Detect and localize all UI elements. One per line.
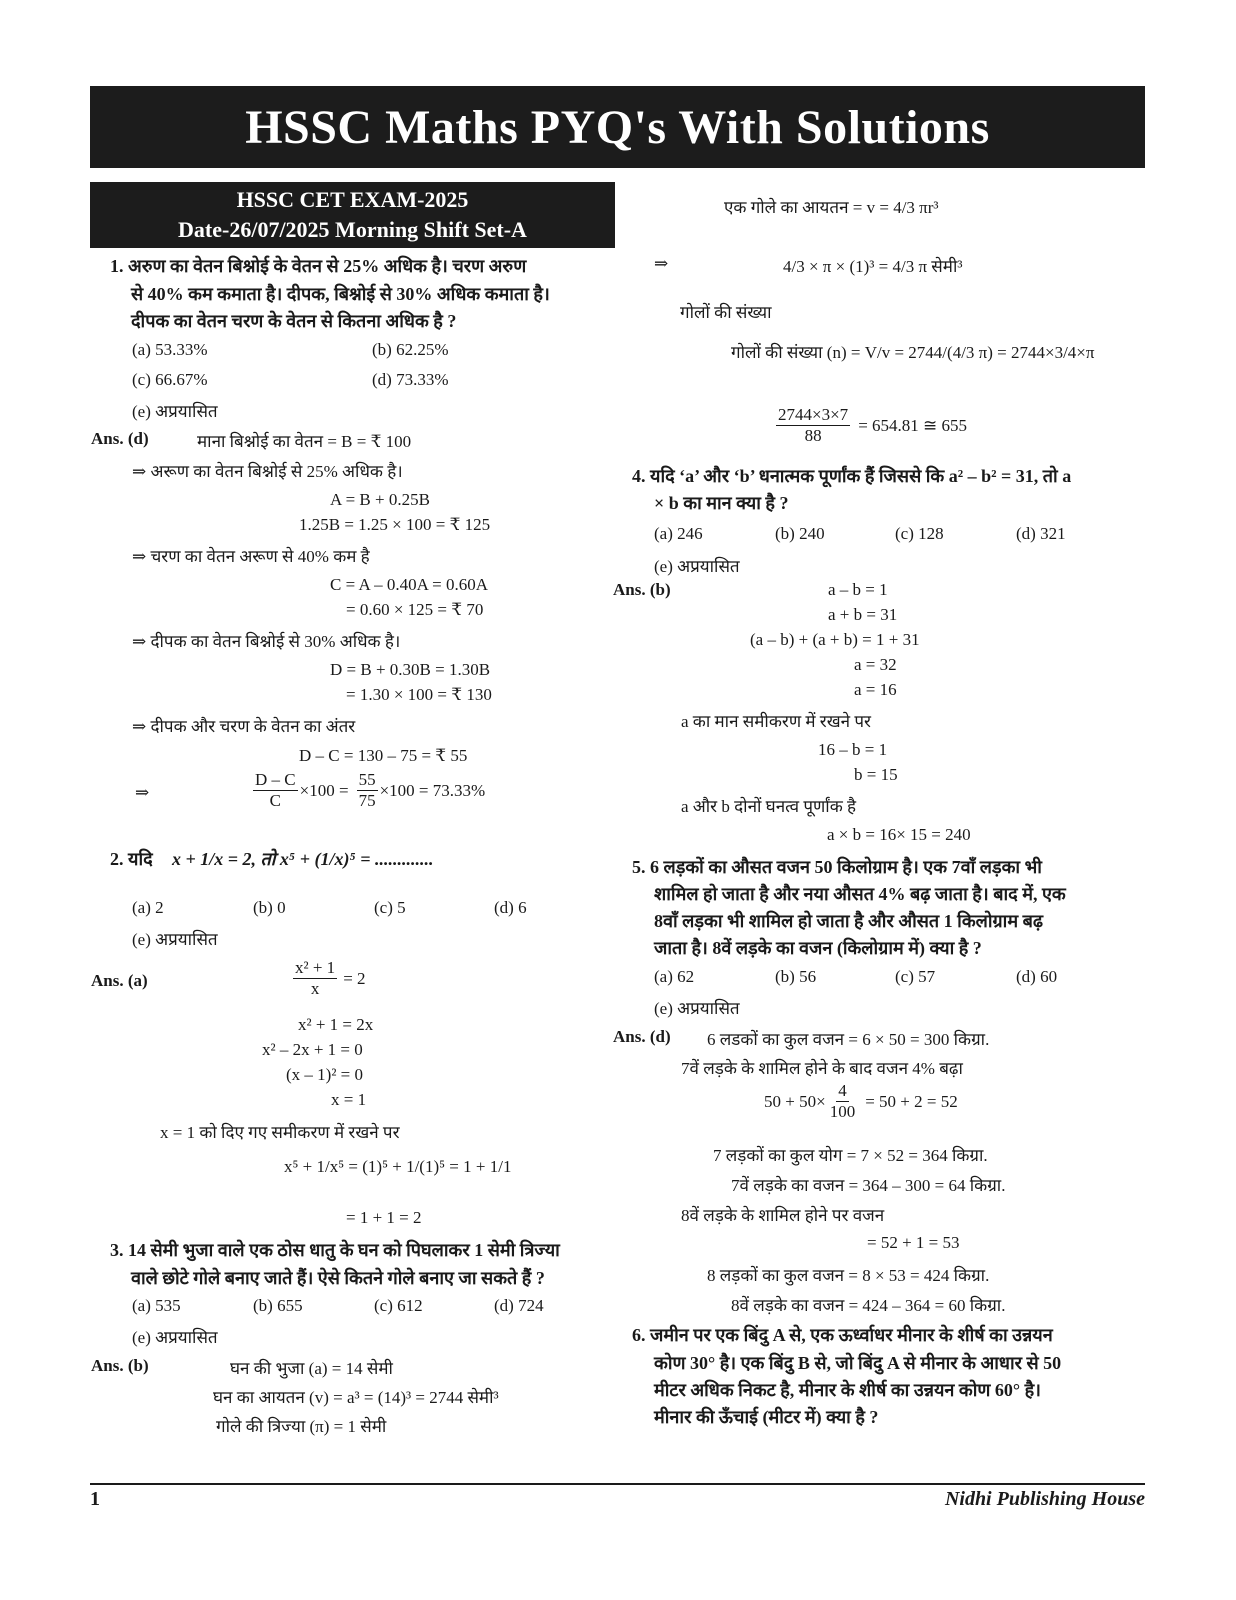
q4-option-a: (a) 246 (654, 524, 703, 543)
q4-option-e: (e) अप्रयासित (654, 557, 740, 576)
q2-step: = 1 + 1 = 2 (346, 1208, 422, 1227)
q1-step: A = B + 0.25B (330, 490, 430, 509)
q5-option-d: (d) 60 (1016, 967, 1058, 986)
q1-step: ⇒ अरूण का वेतन बिश्नोई से 25% अधिक है। (132, 462, 403, 481)
q3-option-d: (d) 724 (494, 1296, 544, 1315)
exam-header (90, 182, 615, 248)
q3-step: गोलों की संख्या (680, 303, 772, 322)
q1-step: ⇒ चरण का वेतन अरूण से 40% कम है (132, 547, 370, 566)
q2-option-e: (e) अप्रयासित (132, 930, 218, 949)
q4-option-d: (d) 321 (1016, 524, 1066, 543)
q2-answer-label: Ans. (a) (91, 971, 148, 990)
q1-option-b: (b) 62.25% (372, 340, 449, 359)
q3-option-b: (b) 655 (253, 1296, 303, 1315)
q4-step: b = 15 (854, 765, 898, 784)
q3-text-line1: 3. 14 सेमी भुजा वाले एक ठोस धातु के घन को पिघलाकर 1 सेमी त्रिज्या (110, 1240, 560, 1260)
q5-text-line3: 8वाँ लड़का भी शामिल हो जाता है और औसत 1 किलोग्राम बढ़ (654, 911, 1044, 931)
q4-text-line2: × b का मान क्या है ? (654, 493, 789, 513)
q5-step: 6 लडकों का कुल वजन = 6 × 50 = 300 किग्रा. (707, 1030, 990, 1049)
q3-step: गोले की त्रिज्या (π) = 1 सेमी (216, 1417, 387, 1436)
q5-text-line1: 5. 6 लड़कों का औसत वजन 50 किलोग्राम है। एक 7वाँ लड़का भी (632, 857, 1042, 877)
q6-text-line4: मीनार की ऊँचाई (मीटर में) क्या है ? (654, 1407, 879, 1427)
q2-step: $\frac{\text{x² + 1}}{x}$ = 2 (295, 958, 366, 998)
q4-step: 16 – b = 1 (818, 740, 888, 759)
q4-step: a का मान समीकरण में रखने पर (681, 712, 871, 731)
q4-answer-label: Ans. (b) (613, 580, 671, 599)
q6-text-line2: कोण 30° है। एक बिंदु B से, जो बिंदु A से मीनार के आधार से 50 (654, 1353, 1062, 1373)
q2-lead: 2. यदि (110, 849, 153, 869)
page-title-banner: HSSC Maths PYQ's With Solutions (90, 86, 1145, 168)
q1-option-e: (e) अप्रयासित (132, 402, 218, 421)
q2-option-a: (a) 2 (132, 898, 164, 917)
q6-text-line1: 6. जमीन पर एक बिंदु A से, एक ऊर्ध्वाधर मीनार के शीर्ष का उन्नयन (632, 1325, 1053, 1345)
q1-text-line3: दीपक का वेतन चरण के वेतन से कितना अधिक है ? (131, 311, 457, 331)
q1-option-d: (d) 73.33% (372, 370, 449, 389)
q5-option-a: (a) 62 (654, 967, 695, 986)
q2-option-b: (b) 0 (253, 898, 286, 917)
implies-arrow: ⇒ (654, 254, 669, 273)
q4-step: (a – b) + (a + b) = 1 + 31 (750, 630, 920, 649)
q3-step: घन का आयतन (v) = a³ = (14)³ = 2744 सेमी³ (213, 1388, 499, 1407)
q5-step: 7 लड़कों का कुल योग = 7 × 52 = 364 किग्रा. (713, 1146, 988, 1165)
q5-answer-label: Ans. (d) (613, 1027, 671, 1046)
q4-step: a = 32 (854, 655, 897, 674)
q3-step: $\frac{2744\times 3\times 7}{88}$ = 654.81 ≅ 655 (778, 405, 968, 445)
q1-step: D – C = 130 – 75 = ₹ 55 (299, 746, 468, 765)
q4-step: a और b दोनों घनत्व पूर्णांक है (681, 797, 857, 816)
q3-step: एक गोले का आयतन = v = 4/3 πr³ (724, 198, 939, 217)
q2-step: x² – 2x + 1 = 0 (262, 1040, 363, 1059)
exam-name: HSSC CET EXAM-2025 (236, 187, 469, 212)
page-number: 1 (90, 1488, 100, 1510)
q5-step: 8वें लड़के का वजन = 424 – 364 = 60 किग्रा. (731, 1296, 1006, 1315)
q2-step: x = 1 को दिए गए समीकरण में रखने पर (160, 1123, 400, 1142)
q5-option-e: (e) अप्रयासित (654, 999, 740, 1018)
q4-step: a – b = 1 (828, 580, 888, 599)
q1-step: = 0.60 × 125 = ₹ 70 (346, 600, 484, 619)
q3-step: गोलों की संख्या (n) = V/v = 2744/(4/3 π) = 2744×3/4×π (731, 343, 1095, 362)
q2-step: x = 1 (331, 1090, 367, 1109)
q5-text-line2: शामिल हो जाता है और नया औसत 4% बढ़ जाता है। बाद में, एक (654, 884, 1066, 904)
q1-step: ⇒ दीपक का वेतन बिश्नोई से 30% अधिक है। (132, 632, 401, 651)
q2-step: x² + 1 = 2x (298, 1015, 374, 1034)
publisher-name: Nidhi Publishing House (944, 1488, 1145, 1510)
q1-text-line2: से 40% कम कमाता है। दीपक, बिश्नोई से 30% अधिक कमाता है। (131, 284, 550, 304)
q4-step: a = 16 (854, 680, 897, 699)
q5-text-line4: जाता है। 8वें लड़के का वजन (किलोग्राम में) क्या है ? (654, 938, 982, 958)
q5-step: 8 लड़कों का कुल वजन = 8 × 53 = 424 किग्रा. (707, 1266, 990, 1285)
q4-option-b: (b) 240 (775, 524, 825, 543)
q2-option-c: (c) 5 (374, 898, 406, 917)
q3-text-line2: वाले छोटे गोले बनाए जाते हैं। ऐसे कितने गोले बनाए जा सकते हैं ? (131, 1268, 545, 1288)
footer-divider (90, 1483, 1145, 1485)
q3-answer-label: Ans. (b) (91, 1356, 149, 1375)
fraction: $\frac{4}{100}$ (829, 1081, 856, 1121)
q3-step: घन की भुजा (a) = 14 सेमी (230, 1359, 393, 1378)
q5-step: 50 + 50× $\frac{4}{100}$ = 50 + 2 = 52 (764, 1081, 958, 1121)
implies-arrow: ⇒ (135, 783, 150, 802)
fraction: $\frac{2744\times 3\times 7}{88}$ (778, 405, 849, 445)
q1-step: माना बिश्नोई का वेतन = B = ₹ 100 (197, 432, 412, 451)
q2-expression: x + 1/x = 2, तो x⁵ + (1/x)⁵ = ............. (172, 849, 434, 869)
q1-step: D = B + 0.30B = 1.30B (330, 660, 491, 679)
q2-option-d: (d) 6 (494, 898, 527, 917)
fraction: $\frac{D - C}{C}$ (255, 770, 296, 810)
q6-text-line3: मीटर अधिक निकट है, मीनार के शीर्ष का उन्नयन कोण 60° है। (654, 1380, 1041, 1400)
q1-answer-label: Ans. (d) (91, 429, 149, 448)
q1-text-line1: 1. अरुण का वेतन बिश्नोई के वेतन से 25% अधिक है। चरण अरुण (110, 256, 527, 276)
q1-step: C = A – 0.40A = 0.60A (330, 575, 489, 594)
q3-option-a: (a) 535 (132, 1296, 181, 1315)
q5-option-c: (c) 57 (895, 967, 936, 986)
q4-text-line1: 4. यदि ‘a’ और ‘b’ धनात्मक पूर्णांक हैं जिससे कि a² – b² = 31, तो a (632, 466, 1072, 486)
q3-step: 4/3 × π × (1)³ = 4/3 π सेमी³ (783, 257, 963, 276)
q4-option-c: (c) 128 (895, 524, 944, 543)
q5-step: 7वें लड़के का वजन = 364 – 300 = 64 किग्रा. (731, 1176, 1006, 1195)
fraction: $\frac{55}{75}$ (358, 770, 376, 810)
exam-date: Date-26/07/2025 Morning Shift Set-A (178, 217, 527, 242)
q4-step: a × b = 16× 15 = 240 (827, 825, 971, 844)
q1-option-c: (c) 66.67% (132, 370, 208, 389)
q1-step: ⇒ दीपक और चरण के वेतन का अंतर (132, 717, 356, 736)
q5-step: 8वें लड़के के शामिल होने पर वजन (681, 1206, 885, 1225)
fraction: $\frac{\text{x² + 1}}{x}$ (295, 958, 336, 998)
q5-step: = 52 + 1 = 53 (867, 1233, 960, 1252)
q5-step: 7वें लड़के के शामिल होने के बाद वजन 4% बढ़ा (681, 1059, 963, 1078)
q3-option-c: (c) 612 (374, 1296, 423, 1315)
q2-step: x⁵ + 1/x⁵ = (1)⁵ + 1/(1)⁵ = 1 + 1/1 (284, 1157, 512, 1176)
q5-option-b: (b) 56 (775, 967, 817, 986)
q1-option-a: (a) 53.33% (132, 340, 208, 359)
q1-final-fraction: $\frac{D - C}{C}$ ×100 = $\frac{55}{75}$ ×100 = 73.33% (255, 770, 486, 810)
q4-step: a + b = 31 (828, 605, 898, 624)
q1-step: = 1.30 × 100 = ₹ 130 (346, 685, 492, 704)
q2-step: (x – 1)² = 0 (286, 1065, 364, 1084)
q1-step: 1.25B = 1.25 × 100 = ₹ 125 (299, 515, 491, 534)
q3-option-e: (e) अप्रयासित (132, 1328, 218, 1347)
